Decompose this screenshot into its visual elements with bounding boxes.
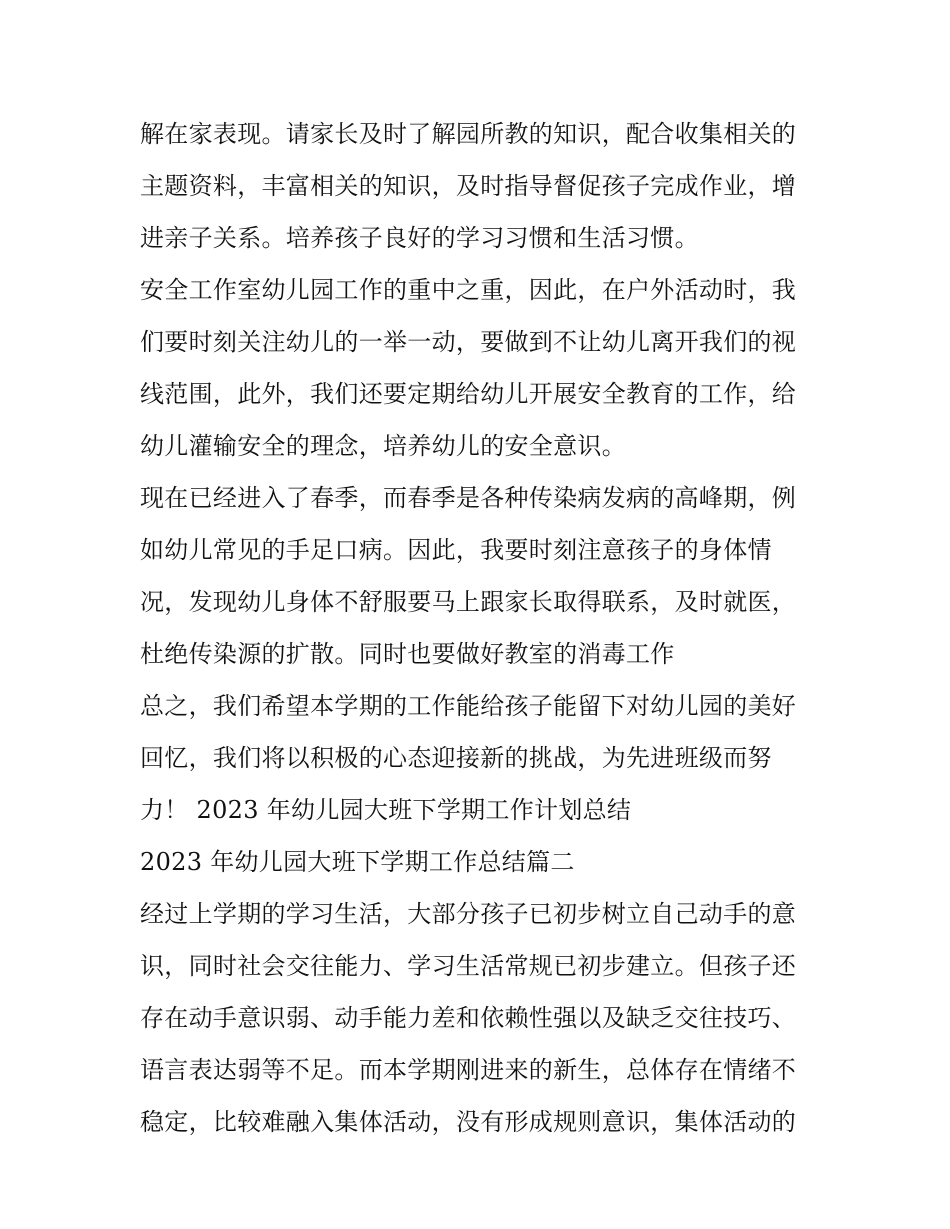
- text-line: 幼儿灌输安全的理念，培养幼儿的安全意识。: [140, 432, 626, 460]
- text-line: 回忆，我们将以积极的心态迎接新的挑战，为先进班级而努: [140, 744, 772, 772]
- text-line: 进亲子关系。培养孩子良好的学习习惯和生活习惯。: [140, 224, 699, 252]
- text-line: 语言表达弱等不足。而本学期刚进来的新生，总体存在情绪不: [140, 1056, 797, 1084]
- text-line: 现在已经进入了春季，而春季是各种传染病发病的高峰期，例: [140, 484, 797, 512]
- text-line: 总之，我们希望本学期的工作能给孩子能留下对幼儿园的美好: [140, 692, 797, 720]
- text-line: 线范围，此外，我们还要定期给幼儿开展安全教育的工作，给: [140, 380, 797, 408]
- text-line: 存在动手意识弱、动手能力差和依赖性强以及缺乏交往技巧、: [140, 1004, 797, 1032]
- text-line: 况，发现幼儿身体不舒服要马上跟家长取得联系，及时就医，: [140, 588, 797, 616]
- section-heading: 2023 年幼儿园大班下学期工作总结篇二: [140, 848, 575, 876]
- text-line: 稳定，比较难融入集体活动，没有形成规则意识，集体活动的: [140, 1108, 797, 1136]
- text-line: 如幼儿常见的手足口病。因此，我要时刻注意孩子的身体情: [140, 536, 772, 564]
- text-line: 识，同时社会交往能力、学习生活常规已初步建立。但孩子还: [140, 952, 797, 980]
- text-line: 安全工作室幼儿园工作的重中之重，因此，在户外活动时，我: [140, 276, 797, 304]
- text-line: 们要时刻关注幼儿的一举一动，要做到不让幼儿离开我们的视: [140, 328, 797, 356]
- text-line: 杜绝传染源的扩散。同时也要做好教室的消毒工作: [140, 640, 675, 668]
- text-line: 主题资料，丰富相关的知识，及时指导督促孩子完成作业，增: [140, 172, 797, 200]
- document-body: [140, 108, 820, 1148]
- text-line: 力！ 2023 年幼儿园大班下学期工作计划总结: [140, 796, 632, 824]
- text-line: 解在家表现。请家长及时了解园所教的知识，配合收集相关的: [140, 120, 797, 148]
- text-line: 经过上学期的学习生活，大部分孩子已初步树立自己动手的意: [140, 900, 797, 928]
